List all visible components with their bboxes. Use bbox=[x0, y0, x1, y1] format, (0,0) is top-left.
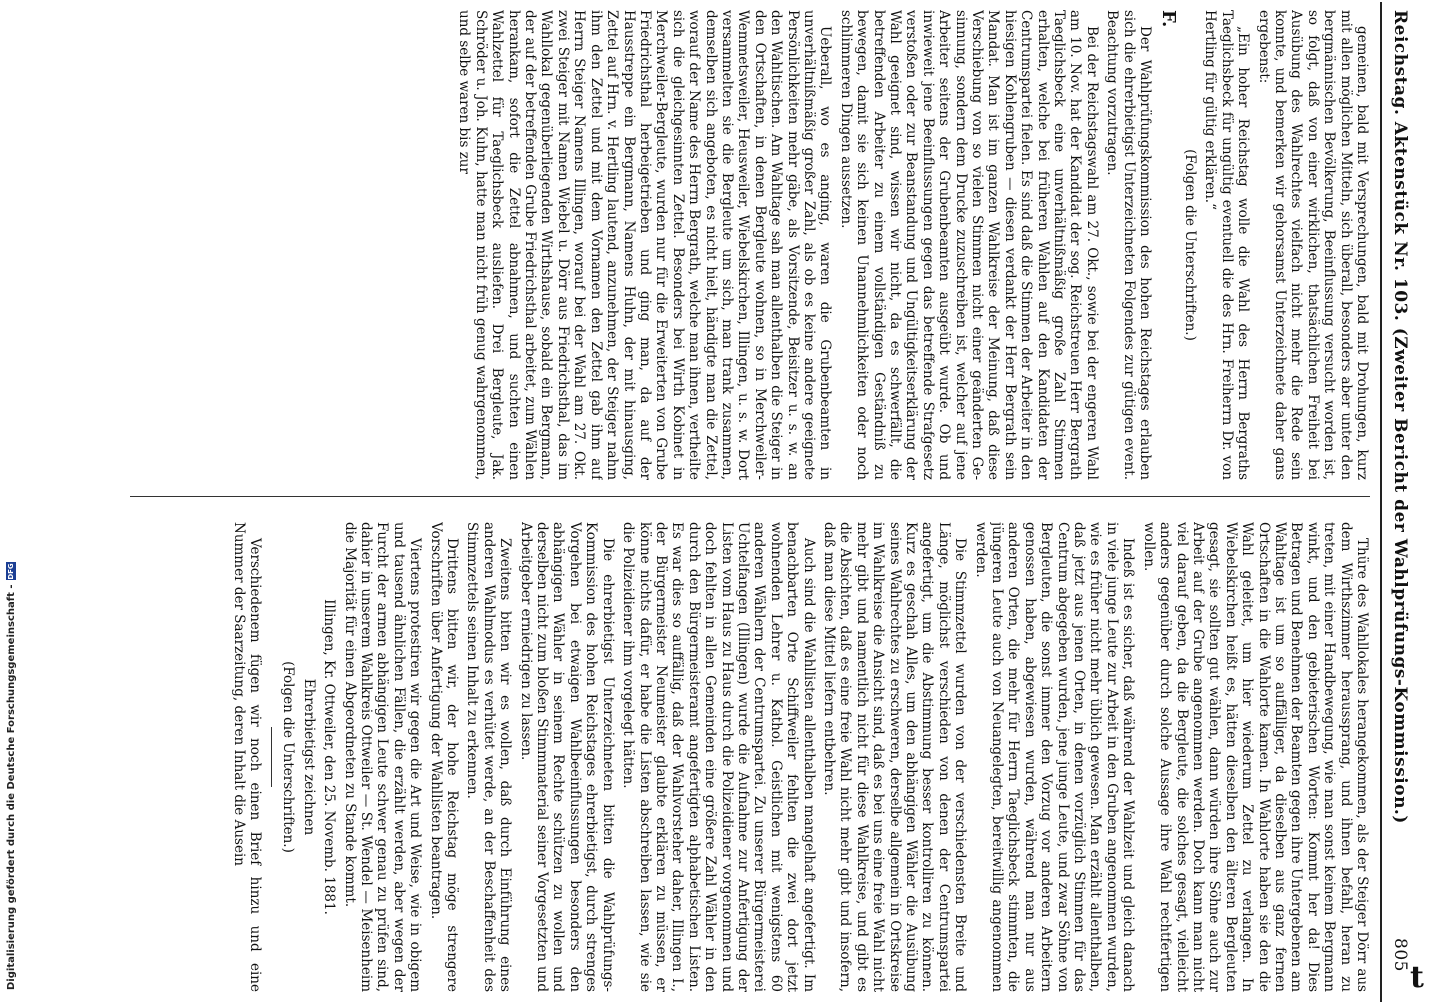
paragraph: Ueberall, wo es anging, waren die Grubenbeamten in unverhältnißmäßig großer Zahl, als ob es keine andere geeignete Persönlichkeiten mehr gäbe, als Vorsitzende, Beisitzer u. s. w. an den Wahltischen. Am Wahltage sah man allenthalben die Steiger in den Ortschaften, in denen Bergleute wohnen, so in Merchweiler-Wemmetsweiler, Heusweiler, Wiebelskirchen, Illingen, u. s. w. Dort versammelten sie die Bergleute um sich, man trank zusammen, demselben sich angeboten, es nicht hielt, händigte man die Zettel, worauf der Name des Herrn Bergrath, welche man ihnen, vertheilte sich die gleichgesinnten Zettel. Besonders bei Wirth Kobinet in Merchweiler-Bergleute, wurden nur für die Erweiterten von Grube Friedrichsthal herbeigetrieben und ging man, da auf der Hausstreppe ein Bergmann, Namens Huhn, der mit hinausging, Zettel auf Hrn. v. Hertling lautend, anzunehmen, der Steiger nahm ihm den Zettel und mit dem Vornamen den Zettel gab ihm auf Herrn Steiger Namens Illingen, worauf bei der Wahl am 27. Okt. zwei Steiger mit Namen Wiebel u. Dörr aus Friedrichsthal, das im Wahllokal gegenüberliegenden Wirthshause, sobald ein Bergmann, der auf der betreffenden Grube Friedrichsthal arbeitet, zum Wählen herankam, sofort die Zettel abnahmen, und suchten einen Wahlzettel für Taeglichsbeck ausliefen. Drei Bergleute, Jak. Schröder u. Joh. Kuhn, hatte man nicht früh genug wahrgenommen, und selbe waren bis zur bbox=[456, 10, 834, 480]
paragraph: Viertens protestiren wir gegen die Art und Weise, wie in obigem und tausend ähnlichen Fällen, die erzählt werden, aber wegen der Furcht der armen abhängigen Leute schwer genau zu prüfen sind, dahier in unserem Wahlkreis Ottweiler — St. Wendel — Meisenheim die Majorität für einen Abgeordneten zu Stande kommt. bbox=[341, 522, 424, 992]
page-header bbox=[1374, 2, 1414, 1002]
place-date-line: Illingen, Kr. Ottweiler, den 25. Novemb. 1881. bbox=[321, 599, 338, 915]
section-rule bbox=[271, 727, 272, 787]
paragraph: Der Wahlprüfungskommission des hohen Reichstages erlauben sich die ehrerbietigst Unterzeichneten Folgendes zur gütigen event. Beachtung vorzutragen. bbox=[1104, 10, 1154, 480]
paragraph: Bei der Reichstagswahl am 27. Okt., sowie bei der engeren Wahl am 10. Nov. hat der Kandidat der sog. Reichstreuen Herr Bergrath Taeglichsbeck eine unverhältnißmäßig große Zahl Stimmen erhalten, welche bei früheren Wahlen auf den Kandidaten der Centrumspartei fielen. Es sind daß die Stimmen der Arbeiter in den hiesigen Kohlengruben — diesen verdankt der Herr Bergrath sein Mandat. Man ist im ganzen Wahlkreise der Meinung, daß diese Verschiebung von so vielen Stimmen nicht einer geänderten Gesinnung, sondern dem Drucke zuzuschreiben ist, welcher auf jene Arbeiter seitens der Grubenbeamten ausgeübt wurde. Ob und inwieweit jene Beeinflussungen gegen das betreffende Strafgesetz verstoßen oder zur Beanstandung und Ungültigkeitserklärung der Wahl geeignet sind, wissen wir nicht, da es schwerfällt, die betreffenden Arbeiter zu einem vollständigen Geständniß zu bewegen, damit sie sich keinen Unannehmlichkeiten oder noch schlimmeren Dingen aussetzen. bbox=[837, 10, 1100, 480]
centered-note: Ehrerbietigst zeichnen bbox=[300, 678, 317, 836]
paragraph: Zweitens bitten wir es wollen, daß durch Einführung eines anderen Wahlmodus es verhütet werde, an der Beschaffenheit des Stimmzettels seinen Inhalt zu erkennen. bbox=[464, 522, 514, 992]
paragraph: Auch sind die Wahllisten allenthalben mangelhaft angefertigt. Im benachbarten Orte Schiffweiler fehlten die zwei dort jetzt wohnenden Lehrer u. Kathol. Geistlichen mit wenigstens 60 anderen Wählern der Centrumspartei. Zu unserer Bürgermeisterei Uchtelfangen (Illingen) wurde die Aufnahme zur Anfertigung der Listen vom Haus zu Haus durch die Polizeidiener vorgenommen und doch fehlten in allen Gemeinden eine größere Zahl Wähler in den durch den Bürgermeisteramt angefertigten alphabetischen Listen. Es war dies so auffällig, daß der Wahlvorsteher daher, Illingen I., der Bürgermeister Neumeister glaubte erklären zu müssen, er könne nichts dafür, er habe die Listen abschreiben lassen, wie sie die Polizeidiener ihm vorgelegt hätten. bbox=[620, 522, 817, 992]
paragraph: Indeß ist es sicher, daß während der Wahlzeit und gleich danach in viele junge Leute zur Arbeit in den Gruben angenommen wurden, wie es früher nicht mehr üblich gewesen. Man erzählt allenthalben, daß jetzt aus jenen Orten, in denen vorzüglich Stimmen für das Centrum abgegeben wurden, jene junge Leute, und zwar Söhne von Bergleuten, die sonst immer den Vorzug vor anderen Arbeitern genossen haben, abgewiesen wurden, während man nur aus anderen Orten, die mehr für Herrn Taeglichsbeck stimmten, die jüngeren Leute auch von Neuangelegten, bereitwillig angenommen werden. bbox=[972, 522, 1137, 992]
page-title: Reichstag. Aktenstück Nr. 103. (Zweiter Bericht der Wahlprüfungs-Kommission.) bbox=[1390, 10, 1410, 824]
paragraph: Die ehrerbietigst Unterzeichneten bitten die Wahlprüfungs-Kommission des hohen Reichstages ehrerbietigst, durch strenges Vorgehen bei etwaigen Wahlbeeinflussungen besonders den abhängigen Wähler in seinem Rechte schützen zu wollen und derselben nicht zum bloßen Stimmmaterial seiner Vorgesetzten und Arbeitgeber erniedrigen zu lassen. bbox=[517, 522, 616, 992]
paragraph: „Ein hoher Reichstag wolle die Wahl des Herrn Bergraths Taeglichsbeck für ungültig eventuell die des Hrn. Freiherrn Dr. von Hertling für gültig erklären.“ bbox=[1202, 10, 1252, 480]
section-mark: F. bbox=[1157, 10, 1179, 28]
centered-note: (Folgen die Unterschriften.) bbox=[1181, 149, 1198, 341]
edge-mark: t bbox=[1410, 960, 1424, 995]
dfg-logo-icon: DFG bbox=[7, 563, 15, 580]
paragraph: Die Stimmzettel wurden von der verschiedensten Breite und Länge, möglichst verschieden von denen der Centrumspartei angefertigt, um die Abstimmung besser kontrolliren zu können. Kurz es geschah Alles, um den abhängigen Wähler die Ausübung seines Wahlrechtes zu erschweren, derselbe allgemein in Ortskreise im Wahlkreise die Ansicht sind, daß es bei uns eine freie Wahl nicht mehr gibt und namentlich nicht für diese Wahlkreise, und gibt es die Absichten, daß es eine freie Wahl nicht mehr gibt und insofern, daß man diese Mittel liefern entbehren. bbox=[821, 522, 969, 992]
paragraph: Thüre des Wahllokales herangekommen, als der Steiger Dörr aus dem Wirthszimmer heraussprang, und ihnen befahl, heran zu treten, mit einer Handbewegung, wie man sonst keinem Bergmann winkt, und den gebieterischen Worten: Kommt her da! Dies Betragen und Benehmen der Beamten gegen ihre Untergebenen am Wahltage ist um so auffälliger, da dieselben aus ganz fernen Ortschaften in die Wahlorte kamen. In Wahlorte haben sie den die Wahl geleitet, um hier wiederum Zettel zu verlangen. In Wiebelskirchen heißt es, hätten dieselben den älteren Bergleuten gesagt, sie sollten gut wählen, dann würden ihre Söhne auch zur Arbeit auf der Grube angenommen werden. Doch kann man nicht viel darauf geben, da die Bergleute, die solches gesagt, vielleicht anders gegenüber durch solche Aussage ihre Wahl rechtfertigen wollen. bbox=[1140, 522, 1370, 992]
column-divider bbox=[130, 496, 1370, 497]
rotated-page-content bbox=[118, 2, 1414, 1002]
paragraph: gemeinen, bald mit Versprechungen, bald mit Drohungen, kurz mit allen möglichen Mitteln, sich überall, besonders aber unter den bergmännischen Bevölkerung, Beeinflussung versucht worden ist, so folgt, daß von einer wirklichen, thatsächlichen Freiheit bei Ausübung des Wahlrechtes vielfach nicht mehr die Rede sein konnte, und bemerken wir gehorsamst Unterzeichnete daher gans ergebenst: bbox=[1255, 10, 1370, 480]
paragraph: Drittens bitten wir, der hohe Reichstag möge strengere Vorschriften über Anfertigung der Wahllisten beantragen. bbox=[427, 522, 461, 992]
digitization-credit bbox=[2, 0, 32, 1000]
page-number: 805 bbox=[1390, 938, 1410, 972]
credit-text: Digitalisierung gefördert durch die Deutsche Forschungsgemeinschaft - bbox=[6, 584, 17, 990]
centered-note: (Folgen die Unterschriften.) bbox=[280, 661, 297, 853]
header-rule bbox=[1380, 2, 1382, 1002]
right-column bbox=[130, 522, 1370, 992]
paragraph: Verschiedenem fügen wir noch einen Brief hinzu und eine Nummer der Saarzeitung, deren Inhalt die Ausein bbox=[230, 522, 263, 992]
left-column bbox=[130, 10, 1370, 480]
